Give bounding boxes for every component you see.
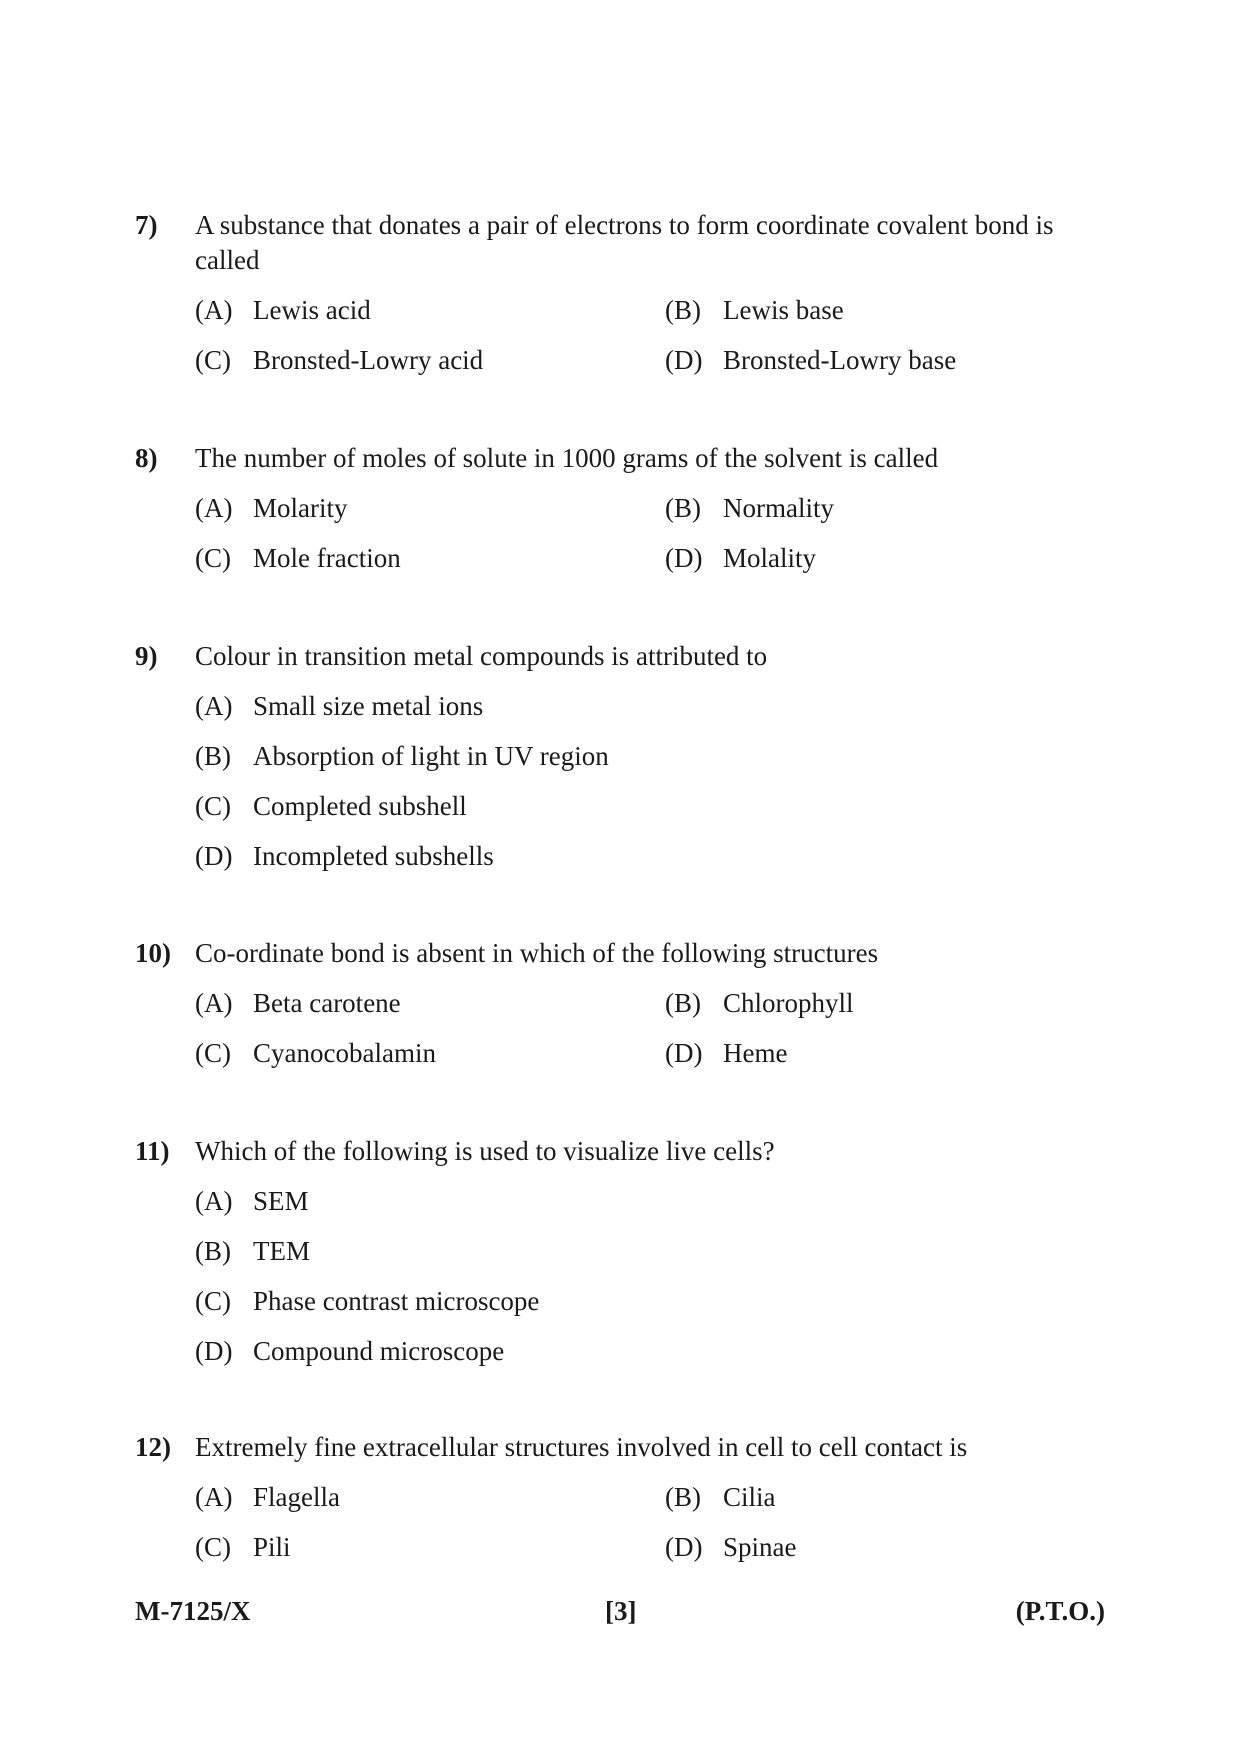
option-text: Lewis acid (253, 295, 371, 325)
option-label: (B) (665, 493, 701, 523)
option-d (665, 343, 956, 378)
option-label: (A) (195, 295, 233, 325)
option-text: Mole fraction (253, 543, 401, 573)
question-text: A substance that donates a pair of electrons to form coordinate covalent bond is called (195, 210, 1054, 275)
option-row (195, 789, 1115, 839)
question-stem (135, 936, 1115, 971)
option-label: (B) (665, 295, 701, 325)
option-text: Pili (253, 1532, 291, 1562)
please-turn-over: (P.T.O.) (1015, 1596, 1105, 1626)
option-text: Cilia (723, 1482, 776, 1512)
option-row (195, 1480, 1115, 1530)
option-label: (C) (195, 345, 231, 375)
option-label: (C) (195, 791, 231, 821)
option-row (195, 1184, 1115, 1234)
option-row (195, 343, 1115, 393)
option-text: SEM (253, 1186, 309, 1216)
question-stem (135, 208, 1115, 278)
option-label: (C) (195, 543, 231, 573)
option-row (195, 689, 1115, 739)
option-text: TEM (253, 1236, 310, 1266)
option-label: (C) (195, 1038, 231, 1068)
option-d (665, 1530, 797, 1565)
option-label: (D) (195, 1336, 233, 1366)
option-text: Spinae (723, 1532, 797, 1562)
option-label: (C) (195, 1532, 231, 1562)
option-text: Phase contrast microscope (253, 1286, 540, 1316)
option-c (195, 1036, 436, 1071)
question-number: 12) (135, 1432, 171, 1462)
question-8 (135, 441, 1115, 591)
option-text: Lewis base (723, 295, 844, 325)
option-label: (A) (195, 1482, 233, 1512)
option-row (195, 986, 1115, 1036)
question-stem (135, 1134, 1115, 1169)
option-a (195, 689, 483, 724)
question-number: 11) (135, 1136, 170, 1166)
option-row (195, 293, 1115, 343)
option-text: Flagella (253, 1482, 340, 1512)
option-label: (A) (195, 691, 233, 721)
option-text: Beta carotene (253, 988, 401, 1018)
option-text: Cyanocobalamin (253, 1038, 436, 1068)
option-text: Heme (723, 1038, 788, 1068)
option-c (195, 343, 483, 378)
option-text: Absorption of light in UV region (253, 741, 609, 771)
option-b (195, 739, 609, 774)
option-d (665, 541, 816, 576)
option-label: (D) (195, 841, 233, 871)
question-7 (135, 208, 1115, 393)
paper-code: M-7125/X (135, 1596, 251, 1626)
question-10 (135, 936, 1115, 1086)
option-a (195, 293, 371, 328)
option-label: (B) (665, 988, 701, 1018)
option-a (195, 986, 401, 1021)
option-text: Compound microscope (253, 1336, 505, 1366)
question-number: 8) (135, 443, 158, 473)
question-text: Co-ordinate bond is absent in which of the following structures (195, 938, 879, 968)
option-d (665, 1036, 787, 1071)
option-text: Completed subshell (253, 791, 467, 821)
options (195, 491, 1115, 591)
option-label: (C) (195, 1286, 231, 1316)
option-label: (B) (195, 741, 231, 771)
question-stem (135, 441, 1115, 476)
option-row (195, 839, 1115, 889)
option-c (195, 1284, 539, 1319)
option-d (195, 1334, 504, 1369)
options (195, 986, 1115, 1086)
question-text: Colour in transition metal compounds is attributed to (195, 641, 768, 671)
question-number: 10) (135, 938, 171, 968)
option-text: Small size metal ions (253, 691, 484, 721)
option-row (195, 1334, 1115, 1384)
option-text: Bronsted-Lowry base (723, 345, 957, 375)
option-label: (D) (665, 345, 703, 375)
option-label: (A) (195, 1186, 233, 1216)
option-row (195, 541, 1115, 591)
options (195, 1480, 1115, 1580)
option-label: (A) (195, 988, 233, 1018)
option-b (665, 986, 854, 1021)
option-text: Molarity (253, 493, 348, 523)
option-b (195, 1234, 310, 1269)
option-row (195, 1036, 1115, 1086)
question-number: 9) (135, 641, 158, 671)
question-stem (135, 1430, 1115, 1465)
question-number: 7) (135, 210, 158, 240)
option-row (195, 1284, 1115, 1334)
option-label: (B) (195, 1236, 231, 1266)
option-c (195, 1530, 291, 1565)
question-12 (135, 1430, 1115, 1580)
option-label: (D) (665, 1038, 703, 1068)
option-a (195, 1184, 309, 1219)
option-text: Bronsted-Lowry acid (253, 345, 484, 375)
option-row (195, 739, 1115, 789)
options (195, 689, 1115, 889)
question-stem (135, 639, 1115, 674)
option-b (665, 491, 834, 526)
option-label: (A) (195, 493, 233, 523)
option-a (195, 1480, 340, 1515)
option-text: Chlorophyll (723, 988, 854, 1018)
question-text: Extremely fine extracellular structures involved in cell to cell contact is (195, 1432, 968, 1462)
option-text: Molality (723, 543, 816, 573)
options (195, 1184, 1115, 1384)
option-d (195, 839, 494, 874)
option-label: (B) (665, 1482, 701, 1512)
option-label: (D) (665, 543, 703, 573)
option-row (195, 491, 1115, 541)
option-c (195, 789, 467, 824)
page-number: [3] (605, 1596, 637, 1626)
question-11 (135, 1134, 1115, 1384)
option-b (665, 293, 844, 328)
question-text: Which of the following is used to visualize live cells? (195, 1136, 775, 1166)
page-footer (135, 1594, 1105, 1634)
option-row (195, 1530, 1115, 1580)
option-text: Incompleted subshells (253, 841, 494, 871)
question-9 (135, 639, 1115, 889)
option-label: (D) (665, 1532, 703, 1562)
option-c (195, 541, 401, 576)
question-text: The number of moles of solute in 1000 grams of the solvent is called (195, 443, 939, 473)
option-a (195, 491, 348, 526)
option-b (665, 1480, 776, 1515)
option-text: Normality (723, 493, 834, 523)
options (195, 293, 1115, 393)
option-row (195, 1234, 1115, 1284)
